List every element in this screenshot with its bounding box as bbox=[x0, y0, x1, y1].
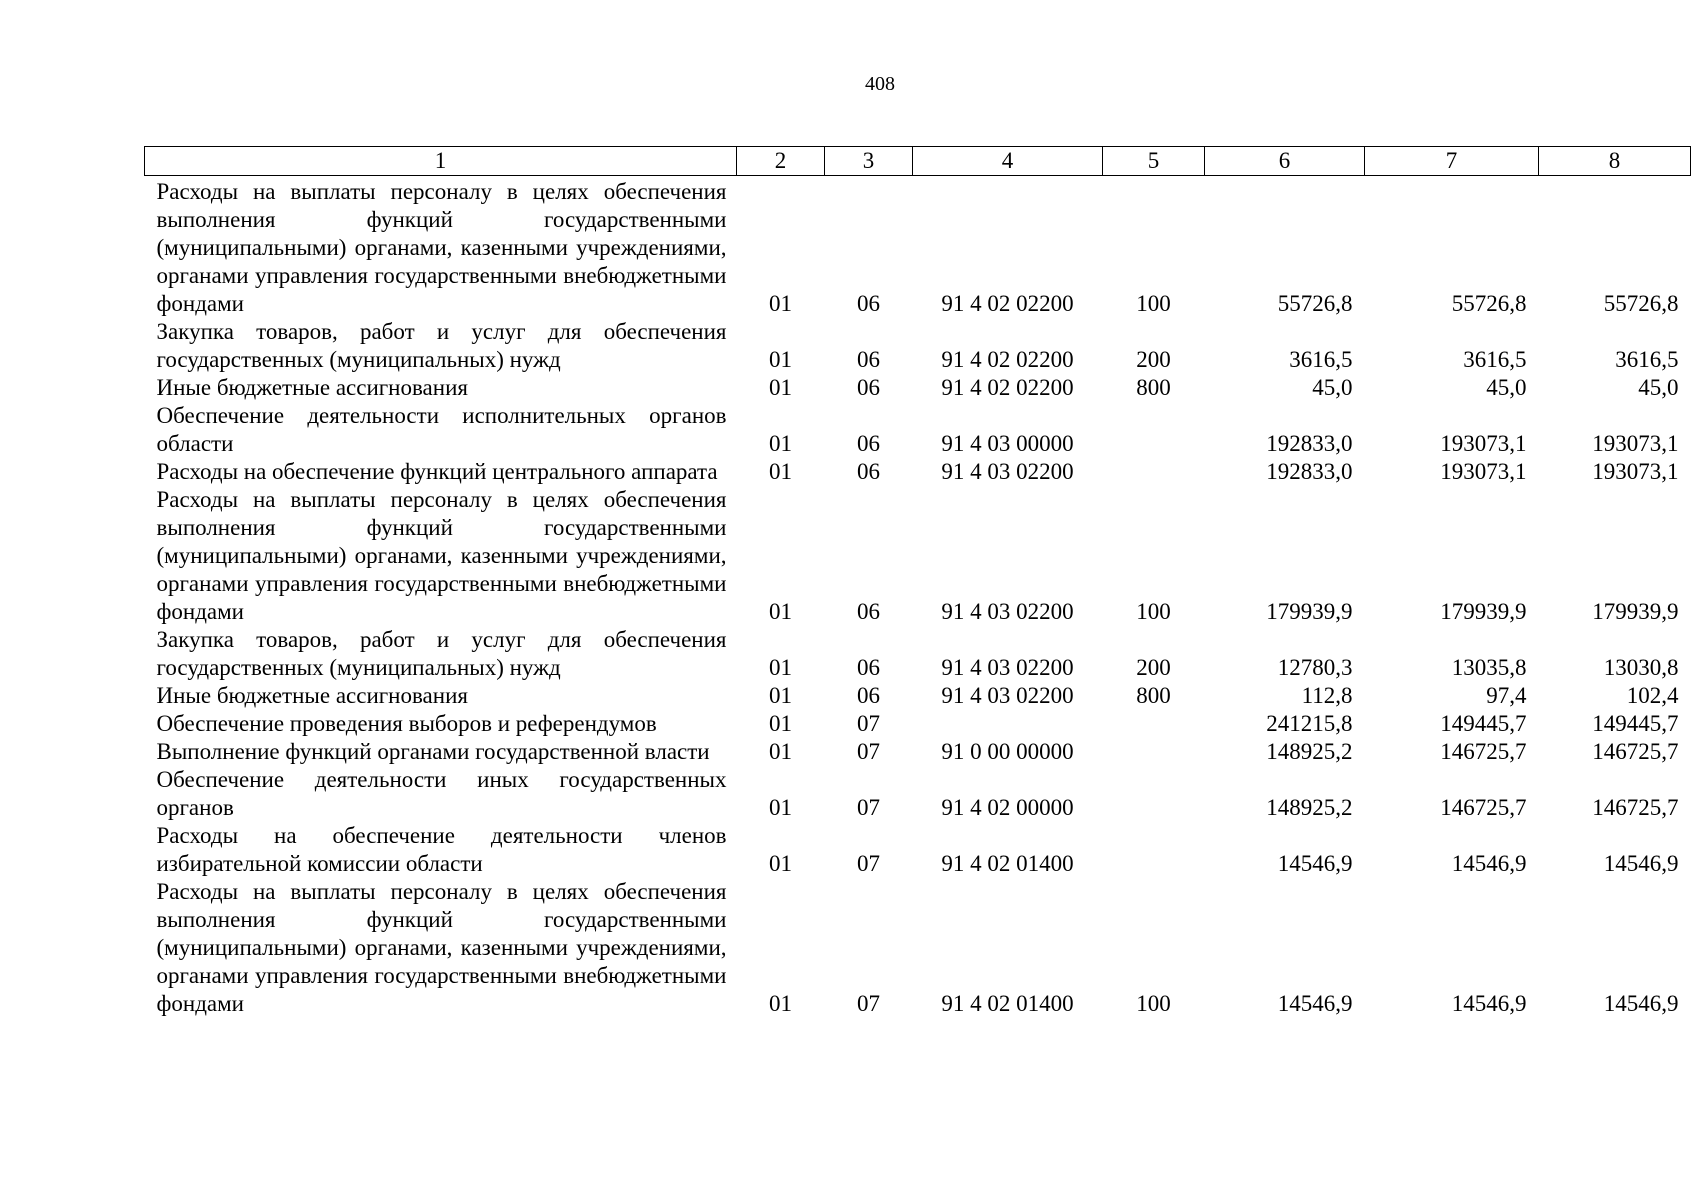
row-amount-2: 14546,9 bbox=[1451, 991, 1527, 1016]
row-amount-3: 179939,9 bbox=[1592, 599, 1679, 624]
row-amount-1: 45,0 bbox=[1312, 375, 1353, 400]
row-amount-2: 14546,9 bbox=[1451, 851, 1527, 876]
row-expense-type-code: 200 bbox=[1136, 655, 1171, 680]
row-name: Закупка товаров, работ и услуг для обеспечения государственных (муниципальных) нужд bbox=[156, 627, 727, 680]
row-section-code: 01 bbox=[769, 683, 792, 708]
row-amount-2: 13035,8 bbox=[1451, 655, 1527, 680]
row-amount-1: 148925,2 bbox=[1266, 739, 1353, 764]
row-section-code: 01 bbox=[769, 655, 792, 680]
row-amount-1: 14546,9 bbox=[1277, 851, 1353, 876]
row-subsection-code: 06 bbox=[857, 655, 880, 680]
row-amount-3: 146725,7 bbox=[1592, 795, 1679, 820]
row-expense-type-code bbox=[1103, 458, 1205, 486]
row-name: Расходы на выплаты персоналу в целях обеспечения выполнения функций государственными (муниципальными) органами, казенными учреждениями, органами управления государственными внебюджетными фондами bbox=[156, 179, 727, 316]
row-amount-2: 149445,7 bbox=[1440, 711, 1527, 736]
row-subsection-code: 06 bbox=[857, 347, 880, 372]
row-amount-3: 14546,9 bbox=[1603, 991, 1679, 1016]
row-section-code: 01 bbox=[769, 991, 792, 1016]
row-target-code: 91 4 03 00000 bbox=[941, 431, 1074, 456]
table-row bbox=[145, 486, 1691, 626]
row-amount-3: 102,4 bbox=[1626, 683, 1679, 708]
row-name: Обеспечение деятельности иных государственных органов bbox=[156, 767, 727, 820]
column-header: 6 bbox=[1205, 147, 1365, 176]
table-row bbox=[145, 626, 1691, 682]
column-header: 7 bbox=[1365, 147, 1539, 176]
column-header: 3 bbox=[825, 147, 913, 176]
row-expense-type-code bbox=[1103, 766, 1205, 822]
row-subsection-code: 07 bbox=[857, 795, 880, 820]
table-row bbox=[145, 176, 1691, 319]
row-name: Иные бюджетные ассигнования bbox=[156, 683, 468, 708]
row-name: Расходы на обеспечение функций центрального аппарата bbox=[156, 459, 718, 484]
row-amount-2: 146725,7 bbox=[1440, 739, 1527, 764]
column-header: 1 bbox=[145, 147, 737, 176]
row-amount-1: 179939,9 bbox=[1266, 599, 1353, 624]
column-header: 5 bbox=[1103, 147, 1205, 176]
row-expense-type-code: 800 bbox=[1136, 375, 1171, 400]
table-row bbox=[145, 402, 1691, 458]
row-target-code: 91 0 00 00000 bbox=[941, 739, 1074, 764]
row-target-code: 91 4 02 02200 bbox=[941, 375, 1074, 400]
row-amount-2: 45,0 bbox=[1486, 375, 1527, 400]
row-section-code: 01 bbox=[769, 599, 792, 624]
row-amount-2: 97,4 bbox=[1486, 683, 1527, 708]
budget-table bbox=[144, 146, 1691, 1018]
row-amount-2: 193073,1 bbox=[1440, 431, 1527, 456]
row-expense-type-code bbox=[1103, 822, 1205, 878]
row-amount-3: 45,0 bbox=[1638, 375, 1679, 400]
row-target-code: 91 4 02 02200 bbox=[941, 291, 1074, 316]
table-row bbox=[145, 458, 1691, 486]
page-number: 408 bbox=[865, 73, 895, 95]
row-amount-1: 192833,0 bbox=[1266, 431, 1353, 456]
row-section-code: 01 bbox=[769, 739, 792, 764]
table-row bbox=[145, 766, 1691, 822]
row-amount-1: 112,8 bbox=[1301, 683, 1353, 708]
table-row bbox=[145, 878, 1691, 1018]
row-name: Расходы на выплаты персоналу в целях обеспечения выполнения функций государственными (муниципальными) органами, казенными учреждениями, органами управления государственными внебюджетными фондами bbox=[156, 879, 727, 1016]
table-body bbox=[145, 176, 1691, 1019]
row-amount-2: 179939,9 bbox=[1440, 599, 1527, 624]
row-name: Обеспечение проведения выборов и референдумов bbox=[156, 711, 657, 736]
row-subsection-code: 07 bbox=[857, 991, 880, 1016]
table-row bbox=[145, 710, 1691, 738]
row-expense-type-code: 100 bbox=[1136, 291, 1171, 316]
row-target-code: 91 4 03 02200 bbox=[941, 459, 1074, 484]
table-row bbox=[145, 682, 1691, 710]
row-amount-2: 146725,7 bbox=[1440, 795, 1527, 820]
row-amount-1: 148925,2 bbox=[1266, 795, 1353, 820]
column-header: 2 bbox=[737, 147, 825, 176]
row-amount-1: 3616,5 bbox=[1289, 347, 1353, 372]
row-amount-1: 55726,8 bbox=[1277, 291, 1353, 316]
row-subsection-code: 06 bbox=[857, 375, 880, 400]
row-section-code: 01 bbox=[769, 459, 792, 484]
row-target-code: 91 4 03 02200 bbox=[941, 599, 1074, 624]
table-row bbox=[145, 374, 1691, 402]
row-amount-3: 193073,1 bbox=[1592, 459, 1679, 484]
row-target-code bbox=[913, 710, 1103, 738]
row-amount-3: 149445,7 bbox=[1592, 711, 1679, 736]
row-subsection-code: 06 bbox=[857, 459, 880, 484]
row-subsection-code: 06 bbox=[857, 431, 880, 456]
row-expense-type-code: 100 bbox=[1136, 991, 1171, 1016]
row-amount-3: 3616,5 bbox=[1615, 347, 1679, 372]
row-expense-type-code: 800 bbox=[1136, 683, 1171, 708]
row-expense-type-code bbox=[1103, 710, 1205, 738]
row-subsection-code: 06 bbox=[857, 291, 880, 316]
row-subsection-code: 07 bbox=[857, 711, 880, 736]
row-amount-1: 12780,3 bbox=[1277, 655, 1353, 680]
column-header: 4 bbox=[913, 147, 1103, 176]
row-amount-1: 192833,0 bbox=[1266, 459, 1353, 484]
row-subsection-code: 06 bbox=[857, 599, 880, 624]
row-name: Закупка товаров, работ и услуг для обеспечения государственных (муниципальных) нужд bbox=[156, 319, 727, 372]
row-target-code: 91 4 03 02200 bbox=[941, 683, 1074, 708]
row-target-code: 91 4 02 02200 bbox=[941, 347, 1074, 372]
row-section-code: 01 bbox=[769, 711, 792, 736]
table-row bbox=[145, 822, 1691, 878]
row-amount-3: 14546,9 bbox=[1603, 851, 1679, 876]
row-expense-type-code bbox=[1103, 738, 1205, 766]
row-amount-2: 193073,1 bbox=[1440, 459, 1527, 484]
row-amount-3: 146725,7 bbox=[1592, 739, 1679, 764]
row-expense-type-code bbox=[1103, 402, 1205, 458]
row-target-code: 91 4 02 01400 bbox=[941, 851, 1074, 876]
row-section-code: 01 bbox=[769, 291, 792, 316]
row-expense-type-code: 100 bbox=[1136, 599, 1171, 624]
table-row bbox=[145, 738, 1691, 766]
row-amount-3: 55726,8 bbox=[1603, 291, 1679, 316]
header-row bbox=[145, 147, 1691, 176]
row-target-code: 91 4 02 00000 bbox=[941, 795, 1074, 820]
row-name: Расходы на обеспечение деятельности членов избирательной комиссии области bbox=[156, 823, 727, 876]
row-amount-3: 193073,1 bbox=[1592, 431, 1679, 456]
row-section-code: 01 bbox=[769, 795, 792, 820]
row-name: Расходы на выплаты персоналу в целях обеспечения выполнения функций государственными (муниципальными) органами, казенными учреждениями, органами управления государственными внебюджетными фондами bbox=[156, 487, 727, 624]
row-section-code: 01 bbox=[769, 431, 792, 456]
row-section-code: 01 bbox=[769, 375, 792, 400]
row-amount-2: 55726,8 bbox=[1451, 291, 1527, 316]
row-target-code: 91 4 02 01400 bbox=[941, 991, 1074, 1016]
column-header: 8 bbox=[1539, 147, 1691, 176]
row-section-code: 01 bbox=[769, 851, 792, 876]
row-name: Иные бюджетные ассигнования bbox=[156, 375, 468, 400]
row-section-code: 01 bbox=[769, 347, 792, 372]
row-name: Выполнение функций органами государственной власти bbox=[156, 739, 710, 764]
row-amount-1: 14546,9 bbox=[1277, 991, 1353, 1016]
row-name: Обеспечение деятельности исполнительных органов области bbox=[156, 403, 727, 456]
table-row bbox=[145, 318, 1691, 374]
row-amount-2: 3616,5 bbox=[1463, 347, 1527, 372]
row-expense-type-code: 200 bbox=[1136, 347, 1171, 372]
row-amount-3: 13030,8 bbox=[1603, 655, 1679, 680]
row-subsection-code: 07 bbox=[857, 851, 880, 876]
row-subsection-code: 06 bbox=[857, 683, 880, 708]
row-amount-1: 241215,8 bbox=[1266, 711, 1353, 736]
row-target-code: 91 4 03 02200 bbox=[941, 655, 1074, 680]
row-subsection-code: 07 bbox=[857, 739, 880, 764]
